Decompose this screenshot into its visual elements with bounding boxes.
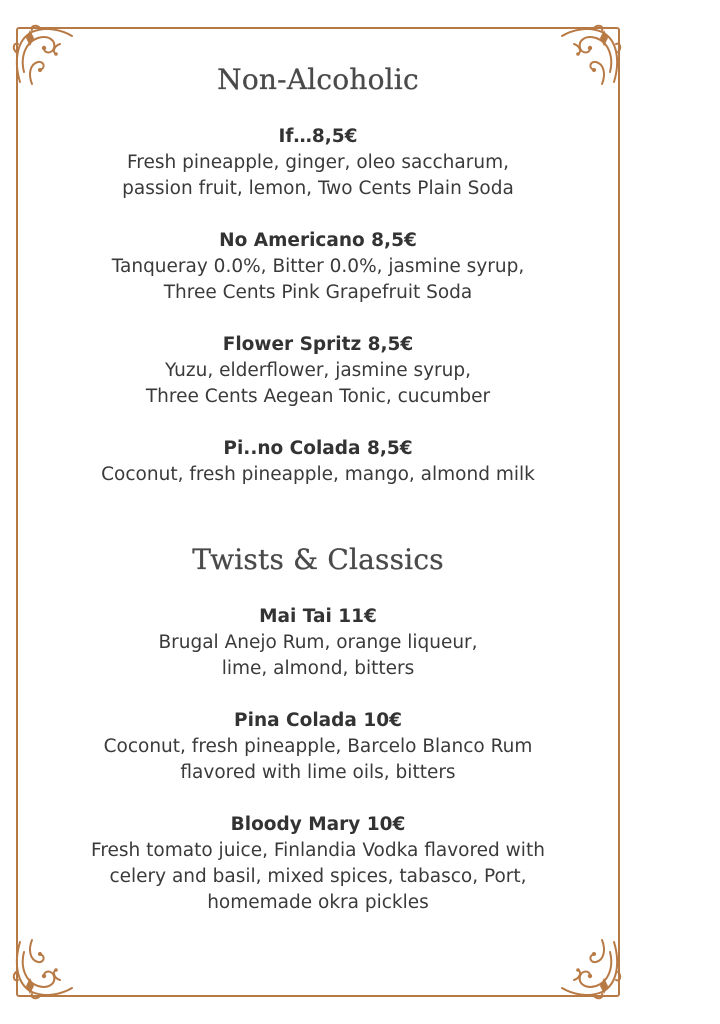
menu-item [16,812,620,916]
item-description-line: Fresh tomato juice, Finlandia Vodka flavored with [91,840,545,861]
item-title: No Americano 8,5€ [219,230,417,251]
menu-item [16,332,620,410]
item-description-line: celery and basil, mixed spices, tabasco, Port, [109,866,527,887]
item-description [16,254,620,306]
item-description [16,358,620,410]
item-description-line: Coconut, fresh pineapple, Barcelo Blanco Rum [103,736,533,757]
menu-item [16,228,620,306]
item-description-line: Coconut, fresh pineapple, mango, almond milk [101,464,535,485]
item-title: Bloody Mary 10€ [230,814,406,835]
item-title: If…8,5€ [278,126,358,147]
item-description [16,838,620,916]
item-title: Mai Tai 11€ [259,606,377,627]
item-description-line: Yuzu, elderflower, jasmine syrup, [164,360,471,381]
item-title: Pi..no Colada 8,5€ [223,438,413,459]
item-description-line: homemade okra pickles [207,892,429,913]
item-description [16,630,620,682]
item-description [16,150,620,202]
item-description-line: passion fruit, lemon, Two Cents Plain Soda [122,178,514,199]
section-items-non-alcoholic [16,124,620,514]
section-title-twists-classics: Twists & Classics [192,543,444,576]
menu-item [16,604,620,682]
menu-item [16,124,620,202]
item-description-line: Brugal Anejo Rum, orange liqueur, [158,632,478,653]
item-description-line: lime, almond, bitters [221,658,415,679]
section-title-non-alcoholic: Non-Alcoholic [217,63,419,96]
item-description-line: flavored with lime oils, bitters [180,762,456,783]
item-title: Flower Spritz 8,5€ [222,334,414,355]
menu-item [16,436,620,488]
item-description-line: Tanqueray 0.0%, Bitter 0.0%, jasmine syrup, [111,256,525,277]
item-description-line: Three Cents Aegean Tonic, cucumber [145,386,491,407]
item-description [16,462,620,488]
section-items-twists-classics [16,604,620,942]
item-title: Pina Colada 10€ [234,710,402,731]
item-description-line: Fresh pineapple, ginger, oleo saccharum, [127,152,509,173]
menu-item [16,708,620,786]
item-description-line: Three Cents Pink Grapefruit Soda [163,282,473,303]
item-description [16,734,620,786]
